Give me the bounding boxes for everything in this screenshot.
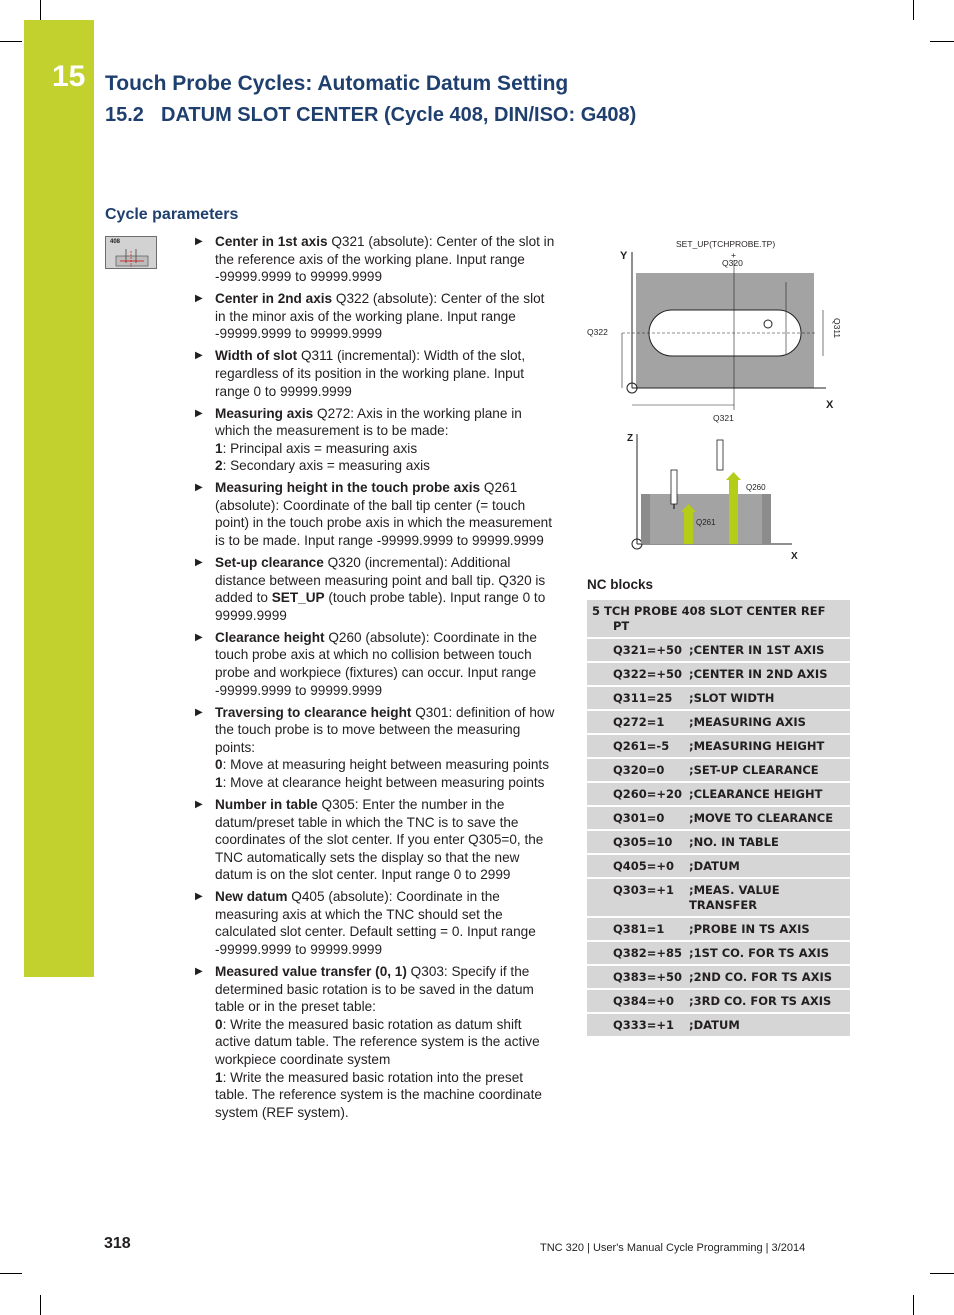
nc-block-header: 5 TCH PROBE 408 SLOT CENTER REF PT [587,600,850,638]
nc-comment: ;SET-UP CLEARANCE [689,758,850,782]
page-footer: TNC 320 | User's Manual Cycle Programming | 3/2014 [540,1242,806,1254]
param-option: 2: Secondary axis = measuring axis [215,458,430,474]
crop-mark [0,1273,22,1274]
crop-mark [40,0,41,20]
param-name: Measured value transfer (0, 1) [215,964,407,980]
table-row [587,662,850,686]
figure-label: X [826,399,834,411]
figure-label: Y [620,250,628,262]
touch-probe-icon [671,470,677,504]
nc-code: Q272=1 [587,710,689,734]
param-desc: (touch probe table). Input range 0 to 99999.9999 [215,590,546,623]
table-row [587,878,850,917]
cycle-408-softkey[interactable] [105,236,157,269]
table-row [587,734,850,758]
table-row [587,686,850,710]
list-item [193,704,558,792]
param-desc: Q311 (incremental): Width of the slot, regardless of its position in the working plane. Input range 0 to 99999.9999 [215,348,526,399]
section-heading [105,104,636,127]
nc-code: Q321=+50 [587,638,689,662]
nc-comment: ;NO. IN TABLE [689,830,850,854]
figure-label: Q260 [746,483,766,492]
figure-label: + [731,250,736,260]
list-item [193,888,558,958]
crop-mark [0,41,22,42]
nc-code: Q311=25 [587,686,689,710]
nc-comment: ;MEASURING HEIGHT [689,734,850,758]
crop-mark [930,41,954,42]
param-name: Measuring height in the touch probe axis [215,480,481,496]
table-row [587,806,850,830]
bullet-arrow-icon: ▶ [195,557,203,569]
list-item [193,233,558,286]
table-row [587,758,850,782]
figure-label: Q261 [696,518,716,527]
bullet-arrow-icon: ▶ [195,350,203,362]
list-item [193,290,558,343]
figure-label: Q321 [713,413,734,423]
nc-comment: ;SLOT WIDTH [689,686,850,710]
slot-wall-left [641,494,650,544]
param-name: Measuring axis [215,405,314,421]
table-row [587,989,850,1013]
chapter-number: 15 [52,60,86,93]
list-item [193,796,558,884]
bullet-arrow-icon: ▶ [195,407,203,419]
list-item [193,405,558,475]
chapter-sidebar [24,20,94,977]
nc-comment: ;2ND CO. FOR TS AXIS [689,965,850,989]
q260-arrow-head [726,472,741,480]
nc-comment: ;MEASURING AXIS [689,710,850,734]
figure-label: SET_UP(TCHPROBE.TP) [676,239,776,249]
nc-code: Q333=+1 [587,1013,689,1037]
param-name: Width of slot [215,348,298,364]
list-item [193,629,558,699]
param-desc: Q261 (absolute): Coordinate of the ball tip center (= touch point) in the touch probe axis in which the measurement is to be made. Input range -99999.9999 to 99999.9999 [215,480,553,549]
bullet-arrow-icon: ▶ [195,293,203,305]
table-row [587,917,850,941]
nc-code: Q382=+85 [587,941,689,965]
param-option: 0: Move at measuring height between measuring points [215,757,549,773]
param-desc: Q272: Axis in the working plane in which the measurement is to be made: [215,405,522,439]
param-desc: Q405 (absolute): Coordinate in the measuring axis at which the TNC should set the calculated slot center. Default setting = 0. Input range -99999.9999 to 99999.9999 [215,889,536,958]
crop-mark [930,1273,954,1274]
param-name: New datum [215,889,288,905]
param-desc: Q260 (absolute): Coordinate in the touch probe axis at which no collision between touch probe and workpiece (fixtures) can occur. Input range -99999.9999 to 99999.9999 [215,629,537,698]
param-desc: Q321 (absolute): Center of the slot in the reference axis of the working plane. Input range -99999.9999 to 99999.9999 [215,234,555,285]
figure-label: Q311 [832,318,842,339]
touch-probe-icon [717,440,723,470]
table-row [587,965,850,989]
table-row [587,941,850,965]
nc-code: Q305=10 [587,830,689,854]
nc-code: Q303=+1 [587,878,689,917]
parameter-list [193,233,558,1126]
crop-mark [913,0,914,20]
bullet-arrow-icon: ▶ [195,706,203,718]
table-row [587,710,850,734]
bullet-arrow-icon: ▶ [195,798,203,810]
bullet-arrow-icon: ▶ [195,891,203,903]
nc-blocks-heading: NC blocks [587,577,654,592]
param-desc: Q303: Specify if the determined basic rotation is to be saved in the datum table or in the preset table: [215,964,534,1015]
nc-code: Q384=+0 [587,989,689,1013]
bullet-arrow-icon: ▶ [195,966,203,978]
nc-comment: ;1ST CO. FOR TS AXIS [689,941,850,965]
list-item [193,347,558,400]
nc-comment: ;CENTER IN 2ND AXIS [689,662,850,686]
param-name: Center in 2nd axis [215,291,333,307]
nc-blocks-table [587,600,850,1038]
nc-comment: ;MOVE TO CLEARANCE [689,806,850,830]
nc-comment: ;CENTER IN 1ST AXIS [689,638,850,662]
param-name: Clearance height [215,629,325,645]
param-option: 0: Write the measured basic rotation as datum shift active datum table. The reference system is the active workpiece coordinate system [215,1016,540,1068]
bullet-arrow-icon: ▶ [195,631,203,643]
param-name: Set-up clearance [215,555,324,571]
crop-mark [40,1295,41,1315]
param-option: 1: Move at clearance height between measuring points [215,774,545,790]
q260-arrow [729,480,738,544]
list-item [193,554,558,624]
nc-code: Q301=0 [587,806,689,830]
nc-code: Q320=0 [587,758,689,782]
nc-comment: ;DATUM [689,1013,850,1037]
nc-code: Q261=-5 [587,734,689,758]
param-option: 1: Write the measured basic rotation into the preset table. The reference system is the machine coordinate system (REF system). [215,1069,542,1120]
bullet-arrow-icon: ▶ [195,236,203,247]
nc-code: Q383=+50 [587,965,689,989]
nc-code: Q322=+50 [587,662,689,686]
nc-code: Q381=1 [587,917,689,941]
nc-code: Q405=+0 [587,854,689,878]
bullet-arrow-icon: ▶ [195,482,203,494]
param-option: 1: Principal axis = measuring axis [215,440,418,456]
param-emphasis: SET_UP [271,590,325,606]
figure-label: X [791,551,798,562]
slot-wall-right [762,494,771,544]
q261-arrow [684,512,693,544]
crop-mark [913,1295,914,1315]
section-number: 15.2 [105,104,144,126]
chapter-title: Touch Probe Cycles: Automatic Datum Setting [105,72,569,95]
list-item [193,963,558,1121]
param-name: Number in table [215,796,318,812]
table-row [587,638,850,662]
param-desc: Q322 (absolute): Center of the slot in the minor axis of the working plane. Input range -99999.9999 to 99999.9999 [215,291,545,342]
section-title: DATUM SLOT CENTER (Cycle 408, DIN/ISO: G408) [161,104,637,126]
table-row [587,600,850,638]
list-item [193,479,558,549]
slot-center-diagram [586,234,848,564]
param-desc: Q320 (incremental): Additional distance between measuring point and ball tip. Q320 is added to [215,555,546,606]
param-desc: Q301: definition of how the touch probe is to move between the measuring points: [215,704,555,755]
nc-comment: ;PROBE IN TS AXIS [689,917,850,941]
table-row [587,830,850,854]
param-name: Center in 1st axis [215,234,328,249]
table-row [587,782,850,806]
nc-comment: ;3RD CO. FOR TS AXIS [689,989,850,1013]
figure-label: Z [627,433,634,444]
cycle-parameters-heading: Cycle parameters [105,206,239,223]
nc-comment: ;MEAS. VALUE TRANSFER [689,878,850,917]
figure-label: Q322 [587,327,608,337]
nc-comment: ;DATUM [689,854,850,878]
softkey-label: 408 [110,239,121,245]
figure-label: Q320 [722,258,743,268]
nc-comment: ;CLEARANCE HEIGHT [689,782,850,806]
nc-code: Q260=+20 [587,782,689,806]
page-number: 318 [104,1235,131,1252]
param-name: Traversing to clearance height [215,704,412,720]
table-row [587,854,850,878]
param-desc: Q305: Enter the number in the datum/preset table in which the TNC is to save the coordinates of the slot center. If you enter Q305=0, the TNC automatically sets the display so that the new datum is on the slot center. Input range 0 to 2999 [215,796,544,883]
table-row [587,1013,850,1037]
